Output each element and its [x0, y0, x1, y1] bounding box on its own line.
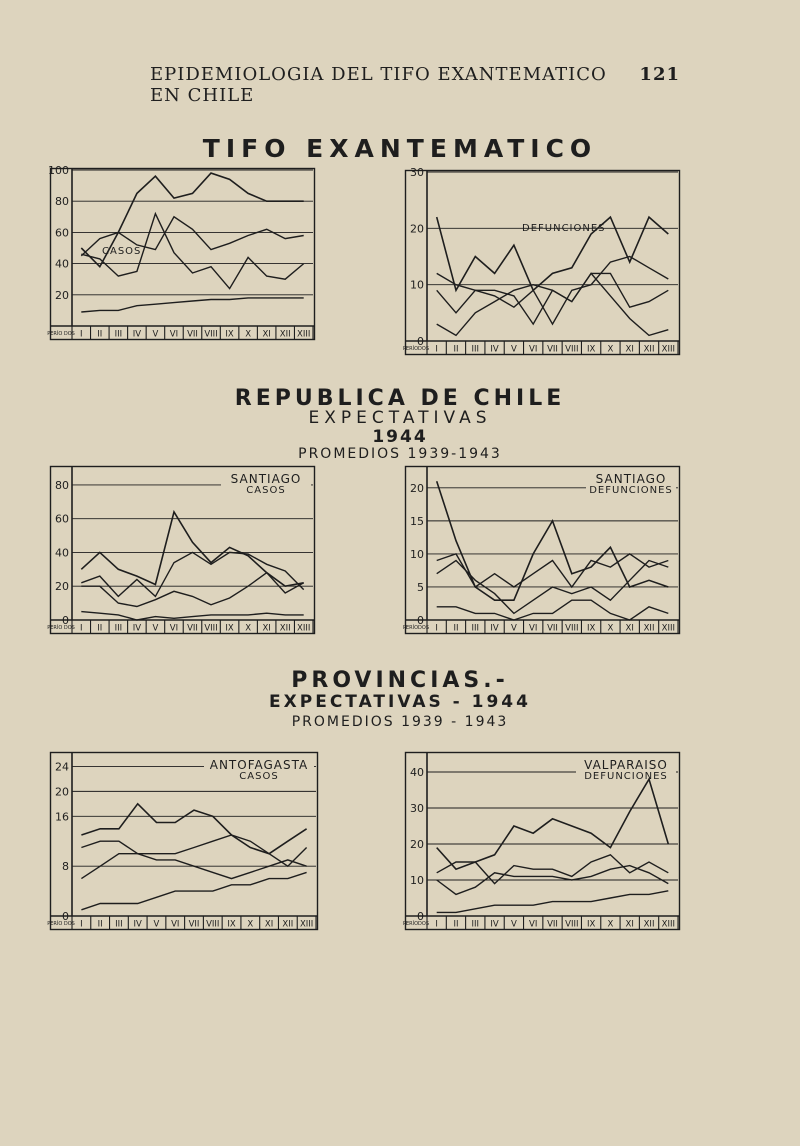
x-tick-label: IX	[225, 329, 234, 340]
x-tick-label: XIII	[299, 919, 314, 930]
republica-title: REPUBLICA DE CHILE	[234, 386, 566, 411]
x-tick-label: IX	[586, 919, 596, 930]
x-tick-label: XII	[643, 344, 655, 355]
series-line-1	[437, 481, 669, 600]
x-tick-label: II	[453, 344, 459, 355]
y-tick-label: 40	[55, 546, 69, 560]
x-tick-label: IX	[586, 623, 596, 634]
y-tick-label: 20	[410, 481, 424, 495]
chart-tifo-casos	[47, 164, 315, 340]
x-tick-label: V	[152, 623, 159, 634]
period-label: PERÍO DOS	[47, 625, 75, 631]
running-head-title: EPIDEMIOLOGIA DEL TIFO EXANTEMATICO EN CHILE	[150, 64, 607, 106]
x-tick-label: XIII	[661, 344, 676, 355]
x-tick-label: XI	[264, 919, 274, 930]
x-tick-label: VI	[169, 329, 179, 340]
x-tick-label: XIII	[297, 623, 311, 634]
y-tick-label: 40	[55, 257, 69, 271]
y-tick-label: 60	[55, 512, 69, 526]
x-tick-label: XII	[279, 329, 291, 340]
y-tick-label: 5	[417, 580, 424, 594]
x-tick-label: I	[435, 919, 438, 930]
x-tick-label: V	[510, 623, 517, 634]
chart-title: SANTIAGO	[595, 472, 667, 486]
x-tick-label: VI	[529, 919, 538, 930]
x-tick-label: IV	[490, 623, 499, 634]
x-tick-label: IX	[225, 623, 234, 634]
y-tick-label: 20	[55, 785, 69, 799]
x-tick-label: III	[114, 329, 123, 340]
y-tick-label: 10	[410, 278, 424, 292]
x-tick-label: IV	[132, 623, 142, 634]
x-tick-label: III	[471, 623, 480, 634]
x-tick-label: XI	[625, 623, 634, 634]
running-head	[150, 64, 680, 106]
x-tick-label: VII	[188, 919, 200, 930]
x-tick-label: IV	[133, 919, 142, 930]
chart-valparaiso-defunciones	[402, 752, 680, 930]
chart-frame	[51, 169, 315, 340]
period-label: PERÍODOS	[402, 346, 430, 352]
page-number: 121	[639, 64, 680, 85]
x-tick-label: II	[453, 623, 459, 634]
x-tick-label: IX	[227, 919, 236, 930]
x-tick-label: VII	[547, 344, 558, 355]
x-tick-label: X	[607, 919, 614, 930]
x-tick-label: XIII	[297, 329, 311, 340]
x-tick-label: II	[97, 919, 103, 930]
provincias-note: PROMEDIOS 1939 - 1943	[291, 714, 509, 730]
series-line-2	[437, 855, 669, 884]
y-tick-label: 20	[410, 838, 424, 851]
series-line-1	[81, 512, 303, 586]
x-tick-label: VI	[529, 344, 538, 355]
chart-santiago-casos	[47, 466, 315, 634]
series-label: CASOS	[102, 246, 142, 258]
x-tick-label: XII	[279, 623, 291, 634]
provincias-subtitle: EXPECTATIVAS - 1944	[269, 692, 531, 712]
republica-note: PROMEDIOS 1939-1943	[298, 446, 502, 462]
series-line-4	[437, 891, 669, 913]
y-tick-label: 10	[410, 874, 424, 887]
x-tick-label: VIII	[565, 919, 579, 930]
y-tick-label: 40	[410, 766, 424, 779]
y-tick-label: 80	[55, 195, 69, 209]
x-tick-label: VII	[187, 623, 198, 634]
x-tick-label: I	[435, 344, 438, 355]
x-tick-label: I	[80, 329, 83, 340]
x-tick-label: II	[97, 329, 103, 340]
x-tick-label: VII	[547, 919, 558, 930]
series-line-1	[437, 779, 669, 869]
chart-tifo-defunciones	[402, 166, 680, 355]
provincias-title: PROVINCIAS.-	[291, 668, 509, 693]
x-tick-label: VIII	[204, 623, 218, 634]
x-tick-label: I	[435, 623, 438, 634]
x-tick-label: IV	[132, 329, 142, 340]
y-tick-label: 8	[62, 860, 69, 874]
x-tick-label: VI	[171, 919, 180, 930]
x-tick-label: X	[607, 344, 614, 355]
x-tick-label: XII	[282, 919, 294, 930]
series-line-4	[437, 600, 669, 620]
x-tick-label: VIII	[565, 344, 579, 355]
series-line-4	[437, 273, 669, 335]
republica-year: 1944	[372, 427, 428, 447]
x-tick-label: VII	[187, 329, 198, 340]
y-tick-label: 80	[55, 478, 69, 492]
series-line-2	[437, 554, 669, 587]
x-tick-label: V	[510, 344, 517, 355]
period-label: PERÍODOS	[402, 921, 430, 927]
chart-title: VALPARAISO	[584, 758, 668, 772]
chart-subtitle: DEFUNCIONES	[584, 771, 668, 782]
chart-subtitle: CASOS	[246, 485, 286, 496]
period-label: PERÍO DOS	[47, 921, 75, 927]
main-title: TIFO EXANTEMATICO	[202, 134, 598, 163]
chart-antofagasta-casos	[47, 752, 318, 930]
x-tick-label: VI	[529, 623, 538, 634]
x-tick-label: XI	[625, 919, 634, 930]
x-tick-label: III	[115, 919, 123, 930]
x-tick-label: VI	[169, 623, 179, 634]
x-tick-label: IX	[586, 344, 596, 355]
x-tick-label: II	[97, 623, 103, 634]
chart-subtitle: DEFUNCIONES	[589, 485, 673, 496]
x-tick-label: VII	[547, 623, 558, 634]
series-line-1	[81, 804, 306, 854]
period-label: PERÍO DOS	[47, 331, 75, 337]
y-tick-label: 30	[410, 802, 424, 815]
x-tick-label: VIII	[565, 623, 579, 634]
y-tick-label: 24	[55, 760, 69, 774]
x-tick-label: III	[114, 623, 123, 634]
series-line-4	[81, 298, 303, 312]
x-tick-label: VIII	[204, 329, 218, 340]
y-tick-label: 16	[55, 810, 69, 824]
x-tick-label: II	[453, 919, 459, 930]
x-tick-label: V	[152, 329, 159, 340]
republica-subtitle: EXPECTATIVAS	[308, 408, 492, 428]
x-tick-label: X	[607, 623, 614, 634]
y-tick-label: 60	[55, 226, 69, 240]
y-tick-label: 20	[55, 288, 69, 302]
x-tick-label: V	[153, 919, 160, 930]
y-tick-label: 0	[417, 910, 424, 923]
y-tick-label: 20	[410, 222, 424, 236]
y-tick-label: 0	[62, 910, 69, 923]
x-tick-label: XI	[262, 623, 271, 634]
x-tick-label: X	[245, 329, 252, 340]
y-tick-label: 20	[55, 580, 69, 594]
series-label: DEFUNCIONES	[522, 223, 606, 235]
chart-subtitle: CASOS	[239, 771, 279, 782]
chart-title: ANTOFAGASTA	[209, 758, 309, 772]
x-tick-label: XII	[643, 623, 655, 634]
series-line-4	[81, 872, 306, 909]
x-tick-label: XII	[643, 919, 655, 930]
x-tick-label: IV	[490, 344, 499, 355]
x-tick-label: XIII	[661, 623, 676, 634]
period-label: PERÍODOS	[402, 625, 430, 631]
x-tick-label: VIII	[206, 919, 220, 930]
x-tick-label: XI	[262, 329, 271, 340]
series-line-3	[81, 573, 303, 607]
chart-santiago-defunciones	[402, 466, 680, 634]
y-tick-label: 30	[410, 166, 424, 179]
y-tick-label: 0	[62, 614, 69, 627]
y-tick-label: 100	[48, 164, 69, 177]
chart-title: SANTIAGO	[230, 472, 302, 486]
y-tick-label: 0	[417, 614, 424, 627]
x-tick-label: III	[471, 919, 480, 930]
y-tick-label: 10	[410, 547, 424, 561]
x-tick-label: XI	[625, 344, 634, 355]
x-tick-label: I	[80, 919, 83, 930]
x-tick-label: XIII	[661, 919, 676, 930]
x-tick-label: I	[80, 623, 83, 634]
x-tick-label: X	[245, 623, 252, 634]
x-tick-label: V	[510, 919, 517, 930]
series-line-4	[81, 612, 303, 620]
x-tick-label: III	[471, 344, 480, 355]
x-tick-label: X	[247, 919, 254, 930]
y-tick-label: 0	[417, 335, 424, 348]
y-tick-label: 15	[410, 514, 424, 528]
x-tick-label: IV	[490, 919, 499, 930]
